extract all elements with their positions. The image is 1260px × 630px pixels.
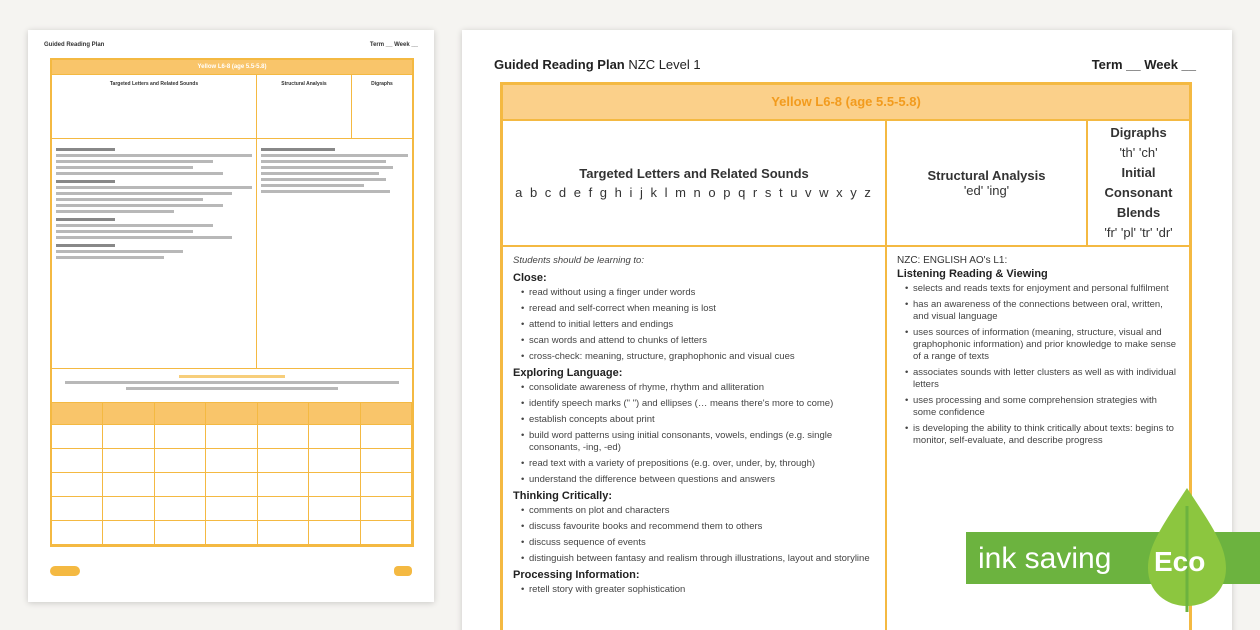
list-item: • consolidate awareness of rhyme, rhythm and alliteration [521, 382, 875, 394]
level-band: Yellow L6-8 (age 5.5-5.8) [503, 85, 1189, 119]
letters-cell [503, 121, 887, 245]
list-item: • scan words and attend to chunks of letters [521, 335, 875, 347]
thumbnail-logo-right [394, 566, 412, 576]
list-item: • cross-check: meaning, structure, graphophonic and visual cues [521, 351, 875, 363]
list-item: • uses sources of information (meaning, structure, visual and graphophonic information) and prior knowledge to make sense of a range of texts [905, 327, 1179, 363]
list-item: • reread and self-correct when meaning is lost [521, 303, 875, 315]
letters-heading: Targeted Letters and Related Sounds [579, 166, 809, 181]
ink-saving-label: ink saving [978, 542, 1112, 575]
structural-value: 'ed' 'ing' [963, 183, 1010, 198]
ink-saving-badge [966, 486, 1260, 612]
section-list [521, 505, 875, 565]
page-title-level: NZC Level 1 [628, 57, 701, 72]
section-heading: Processing Information: [513, 569, 640, 581]
ao-heading: Listening Reading & Viewing [897, 268, 1048, 280]
list-item: • selects and reads texts for enjoyment and personal fulfilment [905, 283, 1179, 295]
list-item: • retell story with greater sophistication [521, 584, 875, 596]
digraphs-value: 'th' 'ch' [1119, 145, 1158, 160]
thumbnail-table [50, 58, 414, 547]
section-list [521, 584, 875, 596]
thumbnail-structural-cell: Structural Analysis [257, 75, 352, 138]
thumbnail-header [44, 42, 418, 48]
list-item: • discuss sequence of events [521, 537, 875, 549]
alphabet: a b c d e f g h i j k l m n o p q r s t u v w x y z [515, 185, 873, 200]
list-item: • is developing the ability to think critically about texts: begins to monitor, self-evaluate, and describe progress [905, 423, 1179, 447]
section-list [521, 287, 875, 363]
digraphs-heading: Digraphs [1110, 125, 1167, 140]
thumbnail-sight-words [52, 368, 412, 402]
ao-title: NZC: ENGLISH AO's L1: [897, 255, 1008, 266]
list-item: • establish concepts about print [521, 414, 875, 426]
structural-cell [887, 121, 1088, 245]
list-item: • identify speech marks (" ") and ellipses (… means there's more to come) [521, 398, 875, 410]
thumbnail-top-row [52, 74, 412, 138]
thumbnail-left-col [52, 139, 257, 368]
learning-column [503, 247, 887, 630]
thumbnail-logo [50, 566, 80, 576]
thumbnail-grid [52, 402, 412, 545]
section-list [521, 382, 875, 486]
list-item: • read text with a variety of prepositions (e.g. over, under, by, through) [521, 458, 875, 470]
list-item: • attend to initial letters and endings [521, 319, 875, 331]
thumbnail-body-row [52, 138, 412, 368]
thumbnail-band: Yellow L6-8 (age 5.5-5.8) [52, 60, 412, 74]
list-item: • discuss favourite books and recommend them to others [521, 521, 875, 533]
thumbnail-title: Guided Reading Plan [44, 42, 105, 48]
thumbnail-page [28, 30, 434, 602]
page-title [494, 57, 701, 72]
blends-value: 'fr' 'pl' 'tr' 'dr' [1104, 225, 1173, 240]
section-heading: Thinking Critically: [513, 490, 613, 502]
ao-list [905, 283, 1179, 447]
list-item: • distinguish between fantasy and realism through illustrations, layout and storyline [521, 553, 875, 565]
list-item: • read without using a finger under words [521, 287, 875, 299]
blends-heading: Initial Consonant Blends [1104, 165, 1173, 220]
learning-intro: Students should be learning to: [513, 255, 644, 266]
section-heading: Close: [513, 272, 547, 284]
section-heading: Exploring Language: [513, 367, 623, 379]
list-item: • has an awareness of the connections between oral, written, and visual language [905, 299, 1179, 323]
list-item: • build word patterns using initial consonants, vowels, endings (e.g. single consonants, -ing, -ed) [521, 430, 875, 454]
thumbnail-letters-cell: Targeted Letters and Related Sounds [52, 75, 257, 138]
list-item: • understand the difference between questions and answers [521, 474, 875, 486]
list-item: • associates sounds with letter clusters as well as with individual letters [905, 367, 1179, 391]
thumbnail-right-col [257, 139, 412, 368]
digraphs-cell [1088, 121, 1189, 245]
focus-row [503, 119, 1189, 245]
list-item: • comments on plot and characters [521, 505, 875, 517]
thumbnail-digraph-cell: Digraphs [371, 81, 393, 87]
page-title-bold: Guided Reading Plan [494, 57, 625, 72]
eco-label: Eco [1154, 546, 1206, 577]
term-week: Term __ Week __ [1091, 57, 1196, 72]
thumbnail-term: Term __ Week __ [369, 42, 418, 48]
page-header [494, 57, 1196, 72]
list-item: • uses processing and some comprehension strategies with some confidence [905, 395, 1179, 419]
structural-heading: Structural Analysis [927, 168, 1046, 183]
